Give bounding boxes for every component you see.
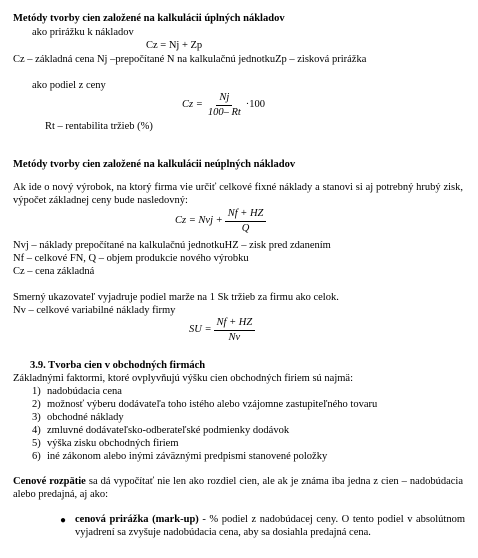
legend-rt: Rt – rentabilita tržieb (%) [45, 121, 153, 132]
legend-cz-nj-zp: Cz – základná cena Nj –prepočítané N na kalkulačnú jednotkuZp – zisková prirážka [13, 54, 367, 65]
list-item [32, 386, 122, 399]
formula-fraction [205, 92, 244, 118]
legend-cz: Cz – cena základná [13, 266, 95, 277]
line-share-of-price: ako podiel z ceny [32, 80, 106, 91]
formula-lhs: Cz = [182, 98, 203, 110]
price-margin-text: sa dá vypočítať nie len ako rozdiel cien, ale ak je známa iba jedna z cien – nadobúdacia alebo predajná, aj ako: [13, 476, 463, 500]
list-item [32, 451, 327, 464]
list-item [32, 399, 377, 412]
fraction-numerator: Nj [216, 92, 232, 106]
legend-nvj-hz: Nvj – náklady prepočítané na kalkulačnú jednotkuHZ – zisk pred zdanením [13, 240, 331, 251]
list-text: iné zákonom alebo inými záväznými predpismi stanovené položky [47, 451, 328, 462]
paragraph-indicator: Smerný ukazovateľ vyjadruje podiel marže na 1 Sk tržieb za firmu ako celok. [13, 292, 339, 303]
bullet-markup-text [75, 514, 465, 539]
formula-lhs: Cz = Nvj + [175, 214, 223, 226]
fraction-denominator: 100– Rt [207, 106, 241, 118]
paragraph-factors-intro: Základnými faktormi, ktoré ovplyvňujú výšku cien obchodných firiem sú najmä: [13, 373, 354, 384]
heading-full-cost-methods: Metódy tvorby cien založené na kalkulácii úplných nákladov [13, 13, 285, 24]
term-markup: cenová prirážka (mark-up) [75, 514, 199, 525]
formula-cz-nj-zp: Cz = Nj + Zp [146, 40, 203, 51]
line-markup-on-costs: ako prirážku k nákladov [32, 27, 134, 38]
list-number: 5) [32, 438, 41, 449]
markup-definition: - % podiel z nadobúdacej ceny. O tento podiel v absolútnom vyjadrení sa zvyšuje nadobúdacia cena, aby sa dosiahla predajná cena. [75, 514, 465, 538]
formula-fraction [225, 208, 267, 234]
formula-fraction [214, 317, 256, 343]
list-item [32, 425, 289, 438]
heading-3-9-trade-prices: 3.9. Tvorba cien v obchodných firmách [30, 360, 206, 371]
list-text: obchodné náklady [47, 412, 124, 423]
fraction-denominator: Nv [228, 331, 241, 343]
formula-rhs: ·100 [245, 98, 266, 110]
term-price-margin: Cenové rozpätie [13, 476, 86, 487]
list-text: zmluvné dodávateľsko-odberateľské podmienky dodávok [47, 425, 290, 436]
fraction-numerator: Nf + HZ [214, 317, 256, 331]
list-number: 4) [32, 425, 41, 436]
list-text: výška zisku obchodných firiem [47, 438, 179, 449]
list-item [32, 438, 179, 451]
list-number: 6) [32, 451, 41, 462]
heading-partial-cost-methods: Metódy tvorby cien založené na kalkulácii neúplných nákladov [13, 159, 296, 170]
formula-cz-rentability [182, 92, 265, 118]
formula-lhs: SU = [189, 323, 212, 335]
legend-nf-q: Nf – celkové FN, Q – objem produkcie nového výrobku [13, 253, 249, 264]
paragraph-price-margin [13, 476, 463, 501]
bullet-icon: ● [60, 515, 67, 526]
list-text: nadobúdacia cena [47, 386, 122, 397]
formula-su [189, 317, 257, 343]
fraction-denominator: Q [241, 222, 250, 234]
legend-nv: Nv – celkové variabilné náklady firmy [13, 305, 176, 316]
list-number: 2) [32, 399, 41, 410]
list-item [32, 412, 124, 425]
fraction-numerator: Nf + HZ [225, 208, 267, 222]
list-number: 1) [32, 386, 41, 397]
list-text: možnosť výberu dodávateľa toho istého alebo vzájomne zastupiteľného tovaru [47, 399, 378, 410]
formula-cz-nvj [175, 208, 268, 234]
list-number: 3) [32, 412, 41, 423]
paragraph-new-product: Ak ide o nový výrobok, na ktorý firma vie určiť celkové fixné náklady a stanovi si aj potrebný hrubý zisk, výpočet základnej ceny bude nasledovný: [13, 182, 463, 206]
